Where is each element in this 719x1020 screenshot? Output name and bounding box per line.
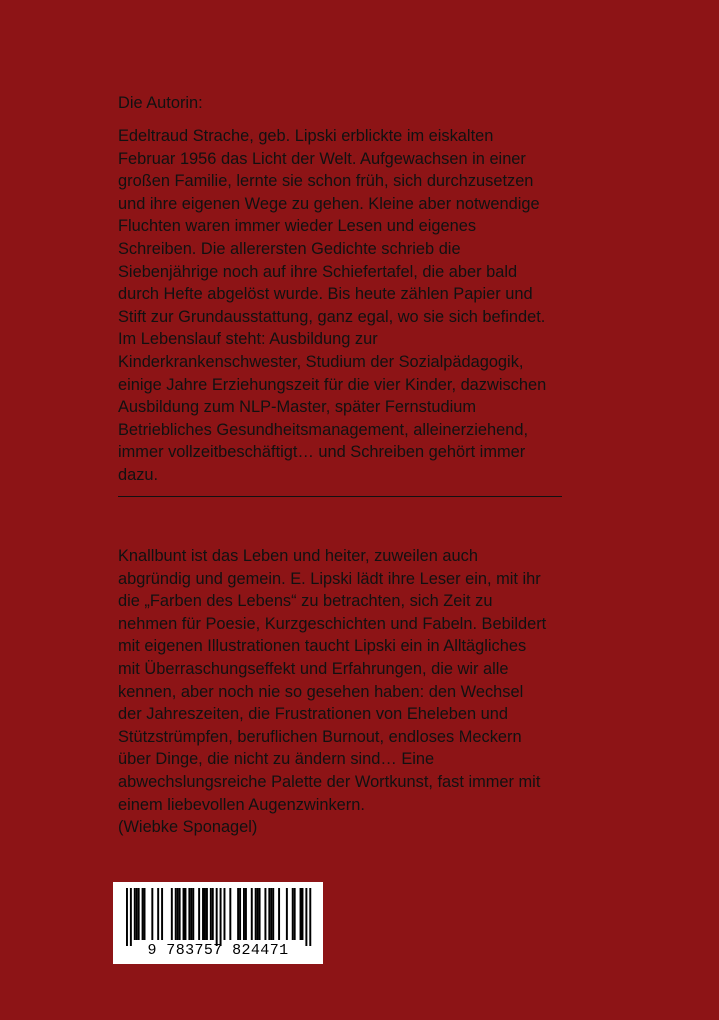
barcode-bar bbox=[255, 888, 257, 940]
blurb-line: abwechslungsreiche Palette der Wortkunst, fast immer mit bbox=[118, 772, 541, 791]
barcode-bar bbox=[204, 888, 206, 940]
bio-line: Schreiben. Die allerersten Gedichte schrieb die bbox=[118, 239, 461, 258]
barcode-bar bbox=[198, 888, 200, 940]
barcode-guard-bar bbox=[216, 888, 218, 946]
barcode-bar bbox=[190, 888, 192, 940]
blurb-line: Stützstrümpfen, beruflichen Burnout, endloses Meckern bbox=[118, 727, 522, 746]
blurb-line: abgründig und gemein. E. Lipski lädt ihre Leser ein, mit ihr bbox=[118, 569, 541, 588]
bio-line: großen Familie, lernte sie schon früh, sich durchzusetzen bbox=[118, 172, 534, 191]
barcode-guard-bar bbox=[309, 888, 311, 946]
bio-line: Ausbildung zum NLP-Master, später Fernstudium bbox=[118, 398, 477, 417]
barcode-bar bbox=[237, 888, 239, 940]
barcode-bar bbox=[171, 888, 173, 940]
barcode-guard-bar bbox=[130, 888, 132, 946]
barcode-bar bbox=[300, 888, 302, 940]
barcode-bar bbox=[212, 888, 214, 940]
barcode-bar bbox=[268, 888, 270, 940]
bio-line: Fluchten waren immer wieder Lesen und eigenes bbox=[118, 217, 477, 236]
blurb-line: die „Farben des Lebens“ zu betrachten, sich Zeit zu bbox=[118, 592, 493, 611]
bio-line: durch Hefte abgelöst wurde. Bis heute zählen Papier und bbox=[118, 285, 533, 304]
barcode-bar bbox=[144, 888, 146, 940]
barcode-bar bbox=[188, 888, 190, 940]
barcode-bar bbox=[192, 888, 194, 940]
barcode-bar bbox=[206, 888, 208, 940]
barcode-bar bbox=[210, 888, 212, 940]
barcode-bar bbox=[161, 888, 163, 940]
blurb-line: nehmen für Poesie, Kurzgeschichten und Fabeln. Bebildert bbox=[118, 614, 547, 633]
barcode-bar bbox=[239, 888, 241, 940]
barcode-bar bbox=[257, 888, 259, 940]
barcode-bar bbox=[151, 888, 153, 940]
barcode-bar bbox=[259, 888, 261, 940]
barcode-bar bbox=[286, 888, 288, 940]
barcode-bar bbox=[229, 888, 231, 940]
bio-line: Kinderkrankenschwester, Studium der Sozialpädagogik, bbox=[118, 352, 524, 371]
blurb-attribution: (Wiebke Sponagel) bbox=[118, 818, 258, 836]
barcode-bar bbox=[302, 888, 304, 940]
section-divider bbox=[118, 496, 562, 497]
bio-line: einige Jahre Erziehungszeit für die vier Kinder, dazwischen bbox=[118, 375, 547, 394]
blurb-line: Knallbunt ist das Leben und heiter, zuweilen auch bbox=[118, 547, 478, 565]
barcode-bar bbox=[278, 888, 280, 940]
author-heading-text: Die Autorin: bbox=[118, 94, 203, 112]
bio-line: dazu. bbox=[118, 465, 159, 484]
barcode-bar bbox=[245, 888, 247, 940]
barcode-bar bbox=[134, 888, 136, 940]
author-bio bbox=[118, 125, 588, 487]
barcode-guard-bar bbox=[305, 888, 307, 946]
isbn-digits: 9 783757 824471 bbox=[147, 942, 289, 959]
bio-line: Siebenjährige noch auf ihre Schiefertafel, die aber bald bbox=[118, 262, 518, 281]
blurb-line: kennen, aber noch nie so gesehen haben: den Wechsel bbox=[118, 682, 524, 701]
author-heading bbox=[118, 92, 588, 115]
barcode-bar bbox=[177, 888, 179, 940]
barcode-bar bbox=[251, 888, 253, 940]
bio-line: und ihre eigenen Wege zu gehen. Kleine aber notwendige bbox=[118, 194, 540, 213]
barcode-bar bbox=[157, 888, 159, 940]
barcode-bar bbox=[138, 888, 140, 940]
blurb-line: über Dinge, die nicht zu ändern sind… Eine bbox=[118, 750, 435, 769]
barcode-guard-bar bbox=[126, 888, 128, 946]
barcode-bar bbox=[264, 888, 266, 940]
blurb-line: einem liebevollen Augenzwinkern. bbox=[118, 795, 365, 814]
barcode-bar bbox=[183, 888, 185, 940]
bio-line: Stift zur Grundausstattung, ganz egal, wo sie sich befindet. bbox=[118, 307, 546, 326]
isbn-barcode bbox=[113, 882, 323, 964]
blurb-line: der Jahreszeiten, die Frustrationen von Eheleben und bbox=[118, 705, 508, 724]
blurb-line: mit eigenen Illustrationen taucht Lipski ein in Alltägliches bbox=[118, 637, 527, 656]
barcode-bar bbox=[202, 888, 204, 940]
bio-line: Februar 1956 das Licht der Welt. Aufgewachsen in einer bbox=[118, 149, 526, 168]
barcode-bar bbox=[136, 888, 138, 940]
barcode-bar bbox=[292, 888, 294, 940]
book-blurb bbox=[118, 545, 588, 816]
bio-line: Edeltraud Strache, geb. Lipski erblickte im eiskalten bbox=[118, 127, 494, 145]
barcode-bar bbox=[243, 888, 245, 940]
barcode-bar bbox=[272, 888, 274, 940]
blurb-line: mit Überraschungseffekt und Erfahrungen, die wir alle bbox=[118, 659, 509, 678]
barcode-bar bbox=[179, 888, 181, 940]
barcode-bar bbox=[142, 888, 144, 940]
bio-line: Im Lebenslauf steht: Ausbildung zur bbox=[118, 330, 378, 349]
barcode-bar bbox=[294, 888, 296, 940]
barcode-bar bbox=[224, 888, 226, 940]
barcode-bar bbox=[270, 888, 272, 940]
barcode-guard-bar bbox=[220, 888, 222, 946]
bio-line: immer vollzeitbeschäftigt… und Schreiben gehört immer bbox=[118, 443, 526, 462]
barcode-bar bbox=[175, 888, 177, 940]
bio-line: Betriebliches Gesundheitsmanagement, alleinerziehend, bbox=[118, 420, 529, 439]
barcode-bar bbox=[185, 888, 187, 940]
